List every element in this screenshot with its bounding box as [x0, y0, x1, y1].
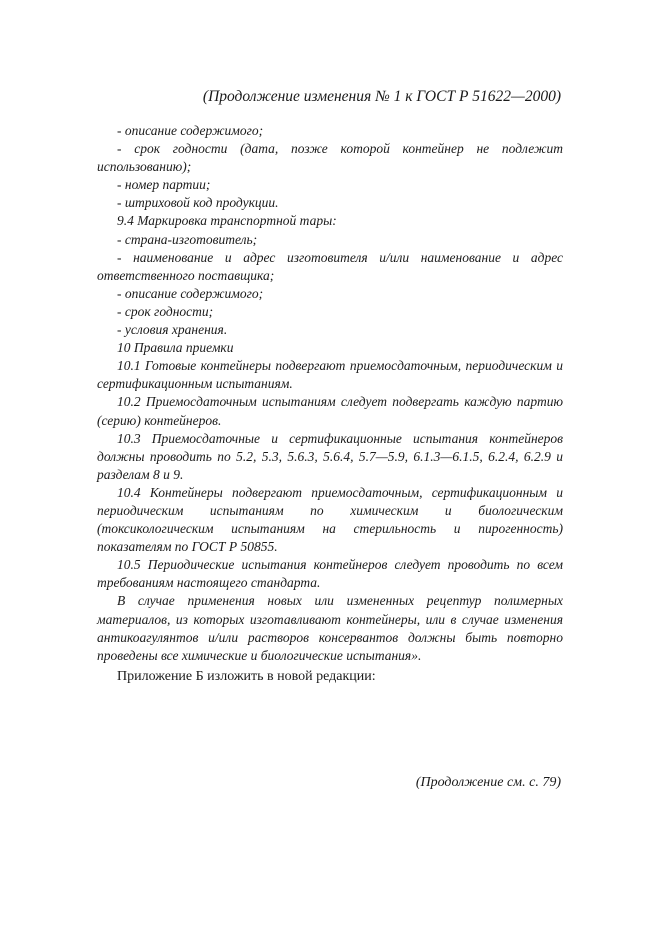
section-heading-9-4: 9.4 Маркировка транспортной тары:: [117, 213, 337, 229]
paragraph-appendix-b: Приложение Б изложить в новой редакции:: [117, 668, 376, 684]
paragraph-new-recipes: В случае применения новых или измененных рецептур полимерных материалов, из которых изготавливают контейнеры, или в случае изменения антикоагулянтов и/или растворов консервантов должны быть повторно проведены все химические и биологические испытания».: [97, 593, 563, 663]
list-item-expiry-date: - срок годности (дата, позже которой контейнер не подлежит использованию);: [97, 141, 563, 175]
list-item-batch-number: - номер партии;: [117, 177, 211, 193]
page-header: (Продолжение изменения № 1 к ГОСТ Р 51622—2000): [202, 88, 561, 105]
paragraph-10-3: 10.3 Приемосдаточные и сертификационные испытания контейнеров должны проводить по 5.2, 5.3, 5.6.3, 5.6.4, 5.7—5.9, 6.1.3—6.1.5, 6.2.4, 6.2.9 и разделам 8 и 9.: [97, 430, 563, 482]
paragraph-10-5: 10.5 Периодические испытания контейнеров следует проводить по всем требованиям настоящего стандарта.: [97, 557, 563, 591]
list-item-country: - страна-изготовитель;: [117, 231, 258, 247]
paragraph-10-2: 10.2 Приемосдаточным испытаниям следует подвергать каждую партию (серию) контейнеров.: [97, 394, 563, 428]
paragraph-10-1: 10.1 Готовые контейнеры подвергают приемосдаточным, периодическим и сертификационным испытаниям.: [97, 358, 563, 392]
page-footer: (Продолжение см. с. 79): [415, 775, 561, 790]
list-item-manufacturer: - наименование и адрес изготовителя и/или наименование и адрес ответственного поставщика;: [97, 249, 563, 283]
list-item-contents-2: - описание содержимого;: [117, 285, 264, 301]
list-item-shelf-life: - срок годности;: [117, 303, 214, 319]
section-heading-10: 10 Правила приемки: [117, 340, 234, 356]
document-body: [97, 122, 563, 686]
paragraph-10-4: 10.4 Контейнеры подвергают приемосдаточным, сертификационным и периодическим испытаниям по химическим и биологическим (токсикологическим испытаниям на стерильность и пирогенность) показателям по ГОСТ Р 50855.: [97, 484, 563, 555]
list-item-contents: - описание содержимого;: [117, 123, 264, 138]
list-item-barcode: - штриховой код продукции.: [117, 195, 279, 211]
list-item-storage: - условия хранения.: [117, 322, 228, 338]
